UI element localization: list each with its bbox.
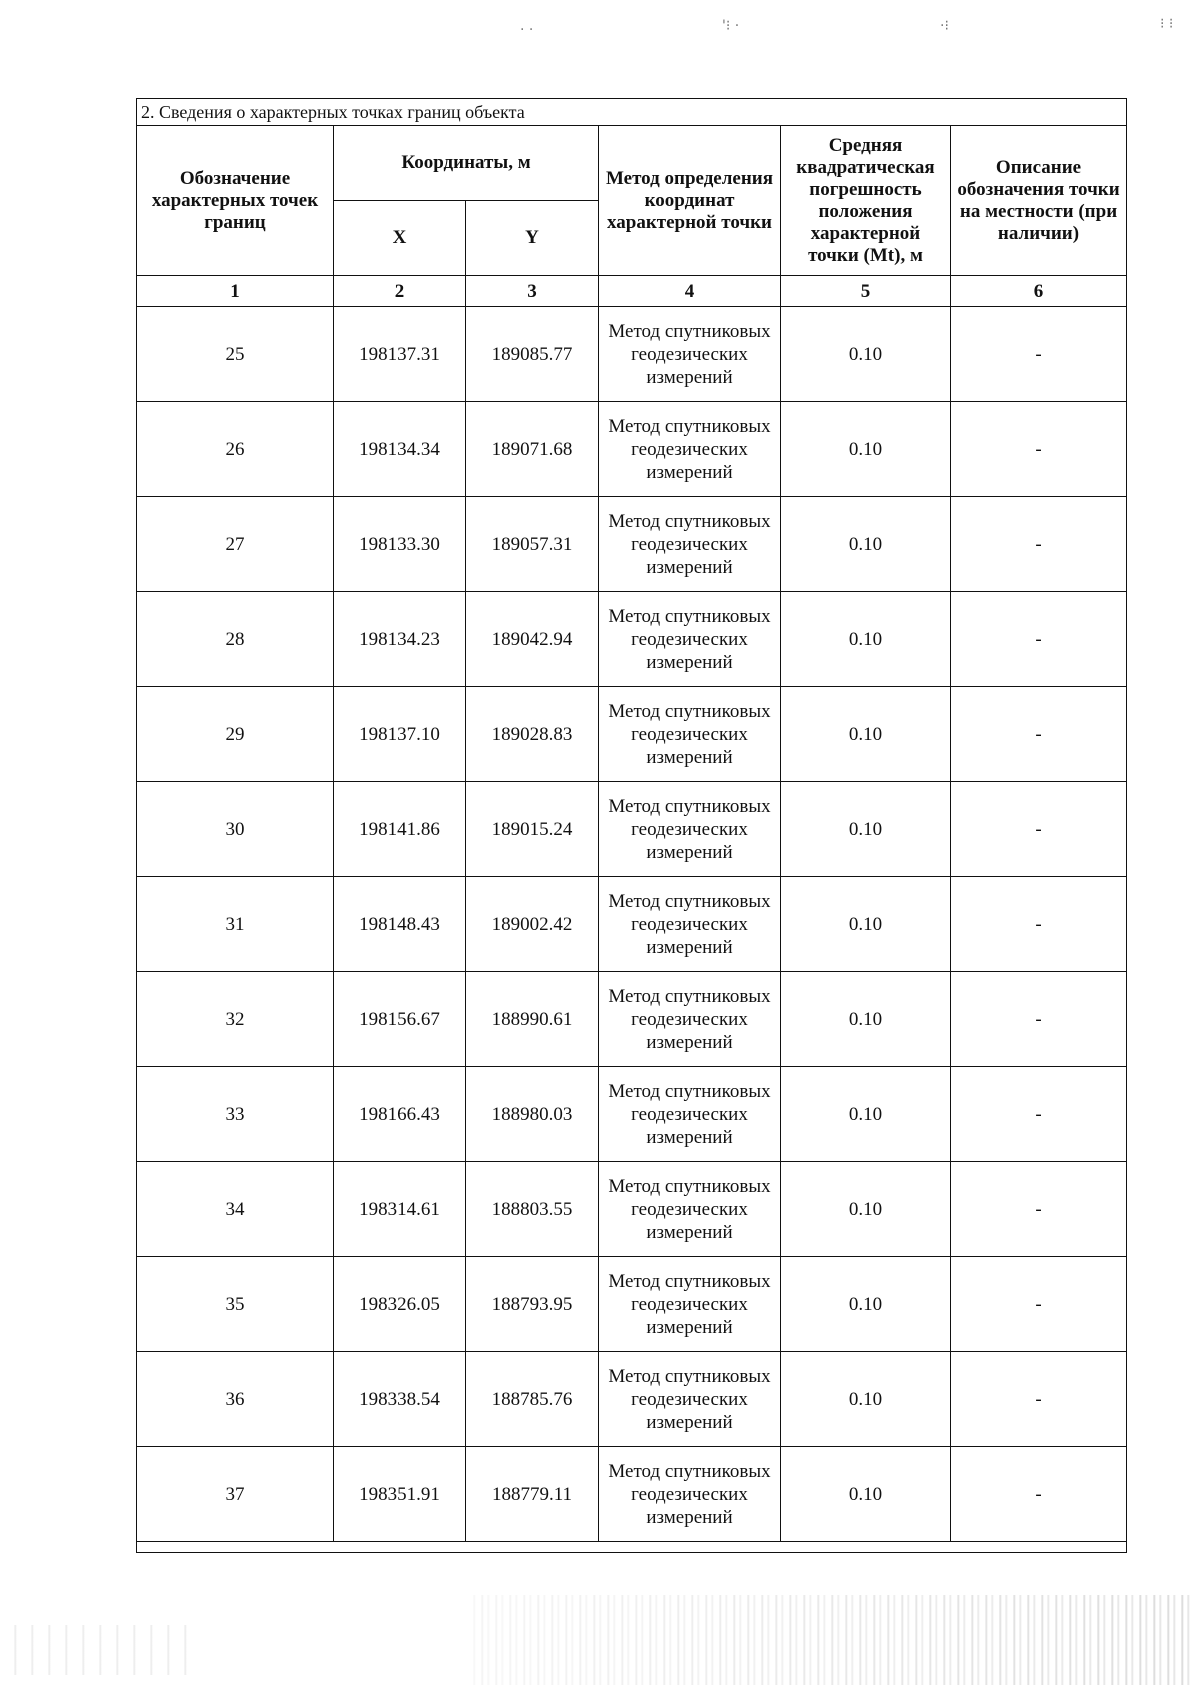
mt-cell: 0.10 bbox=[781, 1067, 951, 1162]
mt-cell: 0.10 bbox=[781, 1447, 951, 1542]
column-number: 5 bbox=[781, 276, 951, 307]
table-row bbox=[137, 497, 1127, 592]
point-cell: 29 bbox=[137, 687, 334, 782]
header-point-designation: Обозначение характерных точек границ bbox=[137, 126, 334, 276]
description-cell: - bbox=[951, 782, 1127, 877]
x-coordinate-cell: 198314.61 bbox=[334, 1162, 466, 1257]
x-coordinate-cell: 198137.31 bbox=[334, 307, 466, 402]
header-error: Средняя квадратическая погрешность положения характерной точки (Mt), м bbox=[781, 126, 951, 276]
table-bottom-strip bbox=[137, 1542, 1127, 1553]
scan-noise bbox=[470, 1595, 1190, 1685]
boundary-points-table bbox=[136, 98, 1127, 1553]
table-row bbox=[137, 592, 1127, 687]
y-coordinate-cell: 188785.76 bbox=[466, 1352, 599, 1447]
scan-speck: ⁝ ⁝ bbox=[1160, 16, 1174, 32]
mt-cell: 0.10 bbox=[781, 1352, 951, 1447]
header-method: Метод определения координат характерной точки bbox=[599, 126, 781, 276]
description-cell: - bbox=[951, 497, 1127, 592]
mt-cell: 0.10 bbox=[781, 307, 951, 402]
description-cell: - bbox=[951, 687, 1127, 782]
x-coordinate-cell: 198133.30 bbox=[334, 497, 466, 592]
table-row bbox=[137, 687, 1127, 782]
column-numbers-row bbox=[137, 276, 1127, 307]
table-row bbox=[137, 402, 1127, 497]
table-row bbox=[137, 307, 1127, 402]
y-coordinate-cell: 188803.55 bbox=[466, 1162, 599, 1257]
point-cell: 30 bbox=[137, 782, 334, 877]
method-cell: Метод спутниковых геодезических измерений bbox=[599, 1162, 781, 1257]
table-row bbox=[137, 877, 1127, 972]
method-cell: Метод спутниковых геодезических измерений bbox=[599, 877, 781, 972]
description-cell: - bbox=[951, 402, 1127, 497]
mt-cell: 0.10 bbox=[781, 1162, 951, 1257]
description-cell: - bbox=[951, 1257, 1127, 1352]
column-number: 6 bbox=[951, 276, 1127, 307]
column-number: 1 bbox=[137, 276, 334, 307]
y-coordinate-cell: 188793.95 bbox=[466, 1257, 599, 1352]
y-coordinate-cell: 188990.61 bbox=[466, 972, 599, 1067]
method-cell: Метод спутниковых геодезических измерений bbox=[599, 687, 781, 782]
point-cell: 26 bbox=[137, 402, 334, 497]
mt-cell: 0.10 bbox=[781, 497, 951, 592]
table-row bbox=[137, 1067, 1127, 1162]
x-coordinate-cell: 198134.23 bbox=[334, 592, 466, 687]
scan-speck: ·⁝ bbox=[940, 18, 949, 34]
mt-cell: 0.10 bbox=[781, 1257, 951, 1352]
x-coordinate-cell: 198156.67 bbox=[334, 972, 466, 1067]
y-coordinate-cell: 188980.03 bbox=[466, 1067, 599, 1162]
x-coordinate-cell: 198351.91 bbox=[334, 1447, 466, 1542]
scan-speck: '⁝ · bbox=[722, 18, 740, 34]
y-coordinate-cell: 189028.83 bbox=[466, 687, 599, 782]
mt-cell: 0.10 bbox=[781, 782, 951, 877]
header-x: X bbox=[334, 201, 466, 276]
x-coordinate-cell: 198134.34 bbox=[334, 402, 466, 497]
header-y: Y bbox=[466, 201, 599, 276]
x-coordinate-cell: 198326.05 bbox=[334, 1257, 466, 1352]
method-cell: Метод спутниковых геодезических измерений bbox=[599, 1067, 781, 1162]
x-coordinate-cell: 198141.86 bbox=[334, 782, 466, 877]
description-cell: - bbox=[951, 1352, 1127, 1447]
header-description: Описание обозначения точки на местности (при наличии) bbox=[951, 126, 1127, 276]
point-cell: 28 bbox=[137, 592, 334, 687]
column-number: 2 bbox=[334, 276, 466, 307]
scan-noise bbox=[0, 1625, 200, 1675]
description-cell: - bbox=[951, 1162, 1127, 1257]
description-cell: - bbox=[951, 972, 1127, 1067]
table-row bbox=[137, 1257, 1127, 1352]
x-coordinate-cell: 198338.54 bbox=[334, 1352, 466, 1447]
method-cell: Метод спутниковых геодезических измерений bbox=[599, 1257, 781, 1352]
table-row bbox=[137, 1447, 1127, 1542]
x-coordinate-cell: 198148.43 bbox=[334, 877, 466, 972]
point-cell: 25 bbox=[137, 307, 334, 402]
table-row bbox=[137, 1162, 1127, 1257]
table-bottom-strip-cell bbox=[137, 1542, 1127, 1553]
mt-cell: 0.10 bbox=[781, 687, 951, 782]
point-cell: 27 bbox=[137, 497, 334, 592]
scan-speck: · · bbox=[520, 22, 534, 38]
description-cell: - bbox=[951, 877, 1127, 972]
mt-cell: 0.10 bbox=[781, 592, 951, 687]
column-number: 4 bbox=[599, 276, 781, 307]
method-cell: Метод спутниковых геодезических измерений bbox=[599, 592, 781, 687]
section-title: 2. Сведения о характерных точках границ объекта bbox=[137, 99, 1127, 126]
y-coordinate-cell: 189015.24 bbox=[466, 782, 599, 877]
y-coordinate-cell: 189042.94 bbox=[466, 592, 599, 687]
header-coordinates: Координаты, м bbox=[334, 126, 599, 201]
point-cell: 35 bbox=[137, 1257, 334, 1352]
description-cell: - bbox=[951, 307, 1127, 402]
y-coordinate-cell: 189002.42 bbox=[466, 877, 599, 972]
y-coordinate-cell: 189057.31 bbox=[466, 497, 599, 592]
point-cell: 32 bbox=[137, 972, 334, 1067]
x-coordinate-cell: 198166.43 bbox=[334, 1067, 466, 1162]
table-row bbox=[137, 782, 1127, 877]
method-cell: Метод спутниковых геодезических измерений bbox=[599, 1352, 781, 1447]
description-cell: - bbox=[951, 1067, 1127, 1162]
point-cell: 34 bbox=[137, 1162, 334, 1257]
mt-cell: 0.10 bbox=[781, 877, 951, 972]
mt-cell: 0.10 bbox=[781, 402, 951, 497]
method-cell: Метод спутниковых геодезических измерений bbox=[599, 1447, 781, 1542]
description-cell: - bbox=[951, 1447, 1127, 1542]
point-cell: 37 bbox=[137, 1447, 334, 1542]
point-cell: 31 bbox=[137, 877, 334, 972]
description-cell: - bbox=[951, 592, 1127, 687]
point-cell: 33 bbox=[137, 1067, 334, 1162]
method-cell: Метод спутниковых геодезических измерений bbox=[599, 782, 781, 877]
y-coordinate-cell: 189071.68 bbox=[466, 402, 599, 497]
x-coordinate-cell: 198137.10 bbox=[334, 687, 466, 782]
method-cell: Метод спутниковых геодезических измерений bbox=[599, 307, 781, 402]
table-row bbox=[137, 1352, 1127, 1447]
y-coordinate-cell: 189085.77 bbox=[466, 307, 599, 402]
column-number: 3 bbox=[466, 276, 599, 307]
method-cell: Метод спутниковых геодезических измерений bbox=[599, 497, 781, 592]
point-cell: 36 bbox=[137, 1352, 334, 1447]
method-cell: Метод спутниковых геодезических измерений bbox=[599, 972, 781, 1067]
mt-cell: 0.10 bbox=[781, 972, 951, 1067]
table-row bbox=[137, 972, 1127, 1067]
method-cell: Метод спутниковых геодезических измерений bbox=[599, 402, 781, 497]
y-coordinate-cell: 188779.11 bbox=[466, 1447, 599, 1542]
